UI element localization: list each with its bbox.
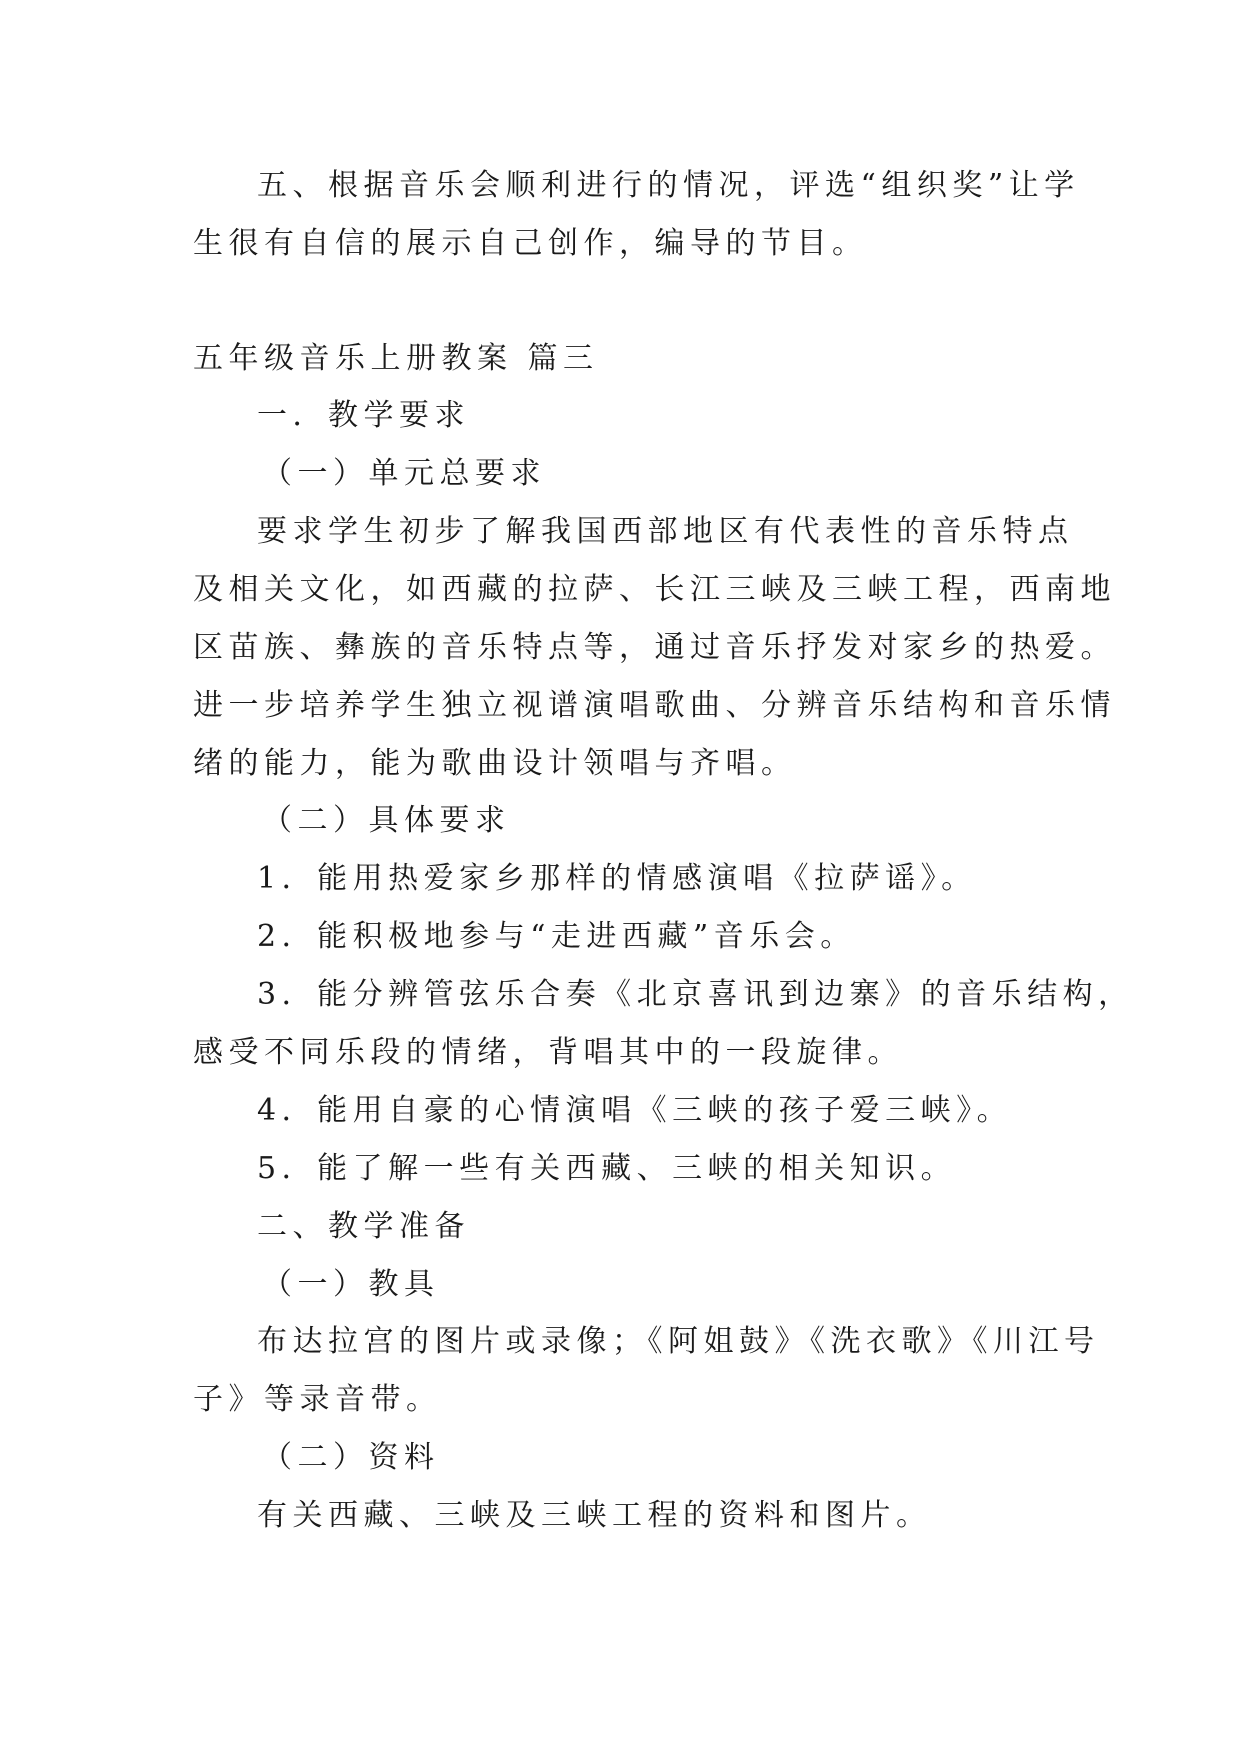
materials-title: （二）资料 <box>262 1440 440 1475</box>
list-item-2: 2．能积极地参与“走进西藏”音乐会。 <box>257 919 856 954</box>
document-heading: 五年级音乐上册教案 篇三 <box>193 341 599 376</box>
sub-two-title: （二）具体要求 <box>262 803 511 838</box>
section-five-line-2: 生很有自信的展示自己创作，编导的节目。 <box>193 226 868 261</box>
unit-requirement-line-4: 进一步培养学生独立视谱演唱歌曲、分辨音乐结构和音乐情 <box>193 688 1116 723</box>
list-item-4: 4．能用自豪的心情演唱《三峡的孩子爱三峡》。 <box>257 1093 1013 1128</box>
list-item-1: 1．能用热爱家乡那样的情感演唱《拉萨谣》。 <box>257 861 977 896</box>
unit-requirement-line-1: 要求学生初步了解我国西部地区有代表性的音乐特点 <box>257 514 1074 549</box>
list-item-5: 5．能了解一些有关西藏、三峡的相关知识。 <box>257 1151 957 1186</box>
materials-text: 有关西藏、三峡及三峡工程的资料和图片。 <box>257 1498 932 1533</box>
teaching-aids-title: （一）教具 <box>262 1267 440 1302</box>
part-two-title: 二、教学准备 <box>257 1209 470 1244</box>
section-five-line-1: 五、根据音乐会顺利进行的情况，评选“组织奖”让学 <box>257 168 1080 203</box>
list-item-3-line-1: 3．能分辨管弦乐合奏《北京喜讯到边寨》的音乐结构， <box>257 977 1134 1012</box>
unit-requirement-line-3: 区苗族、彝族的音乐特点等，通过音乐抒发对家乡的热爱。 <box>193 630 1116 665</box>
unit-requirement-line-5: 绪的能力，能为歌曲设计领唱与齐唱。 <box>193 746 797 781</box>
teaching-aids-line-1: 布达拉宫的图片或录像；《阿姐鼓》《洗衣歌》《川江号 <box>257 1324 1100 1359</box>
part-one-title: 一．教学要求 <box>257 398 470 433</box>
unit-requirement-line-2: 及相关文化，如西藏的拉萨、长江三峡及三峡工程，西南地 <box>193 572 1116 607</box>
teaching-aids-line-2: 子》等录音带。 <box>193 1382 442 1417</box>
sub-one-title: （一）单元总要求 <box>262 456 546 491</box>
list-item-3-line-2: 感受不同乐段的情绪，背唱其中的一段旋律。 <box>193 1035 903 1070</box>
